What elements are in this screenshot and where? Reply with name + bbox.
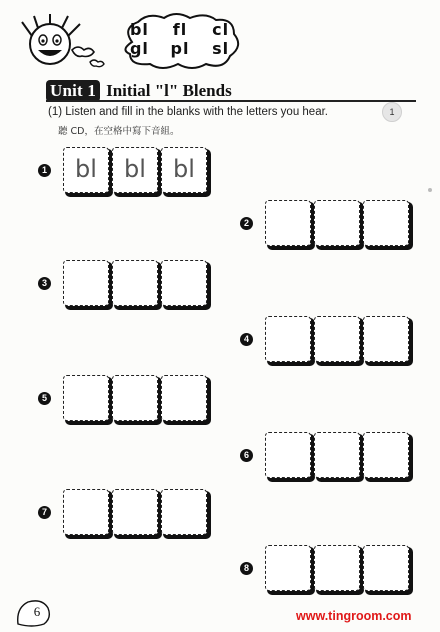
answer-box[interactable] (363, 200, 409, 246)
unit-title: Initial "l" Blends (106, 81, 232, 100)
answer-box[interactable] (265, 316, 311, 362)
blend-label: bl (129, 20, 149, 39)
blends-row-2 (118, 39, 242, 58)
blends-row-1 (118, 20, 242, 39)
unit-header (46, 80, 232, 102)
instruction: (1) Listen and fill in the blanks with the letters you hear. (48, 106, 328, 118)
answer-box[interactable] (363, 432, 409, 478)
answer-box[interactable] (63, 260, 109, 306)
watermark: www.tingroom.com (296, 609, 412, 623)
answer-box[interactable] (63, 375, 109, 421)
answer-box[interactable]: bl (112, 147, 158, 193)
answer-box[interactable] (161, 260, 207, 306)
page-mark (428, 188, 432, 192)
answer-box[interactable]: bl (161, 147, 207, 193)
header-divider (46, 100, 416, 102)
answer-box[interactable] (265, 432, 311, 478)
answer-box[interactable] (363, 545, 409, 591)
item-number: 3 (38, 277, 51, 290)
blends-cloud (118, 20, 242, 58)
blend-label: pl (170, 39, 190, 58)
item-number: 7 (38, 506, 51, 519)
blend-label: gl (129, 39, 149, 58)
answer-box[interactable] (314, 316, 360, 362)
answer-box[interactable] (265, 200, 311, 246)
item-number: 4 (240, 333, 253, 346)
answer-box[interactable] (314, 545, 360, 591)
item-number: 8 (240, 562, 253, 575)
answer-box[interactable] (63, 489, 109, 535)
mascot-icon (10, 14, 110, 74)
answer-box[interactable]: bl (63, 147, 109, 193)
answer-box[interactable] (161, 375, 207, 421)
answer-box[interactable] (314, 200, 360, 246)
item-number: 1 (38, 164, 51, 177)
instruction-chinese: 聽 CD，在空格中寫下音組。 (58, 126, 180, 137)
blend-label: cl (212, 20, 230, 39)
answer-box[interactable] (363, 316, 409, 362)
item-number: 5 (38, 392, 51, 405)
cd-track-icon: 1 (382, 102, 402, 122)
answer-box[interactable] (314, 432, 360, 478)
item-number: 2 (240, 217, 253, 230)
answer-box[interactable] (112, 375, 158, 421)
page-number: 6 (33, 604, 41, 619)
answer-box[interactable] (112, 489, 158, 535)
blend-label: sl (212, 39, 230, 58)
answer-box[interactable] (265, 545, 311, 591)
answer-box[interactable] (161, 489, 207, 535)
unit-badge: Unit 1 (46, 80, 100, 102)
answer-box[interactable] (112, 260, 158, 306)
item-number: 6 (240, 449, 253, 462)
blend-label: fl (172, 20, 188, 39)
